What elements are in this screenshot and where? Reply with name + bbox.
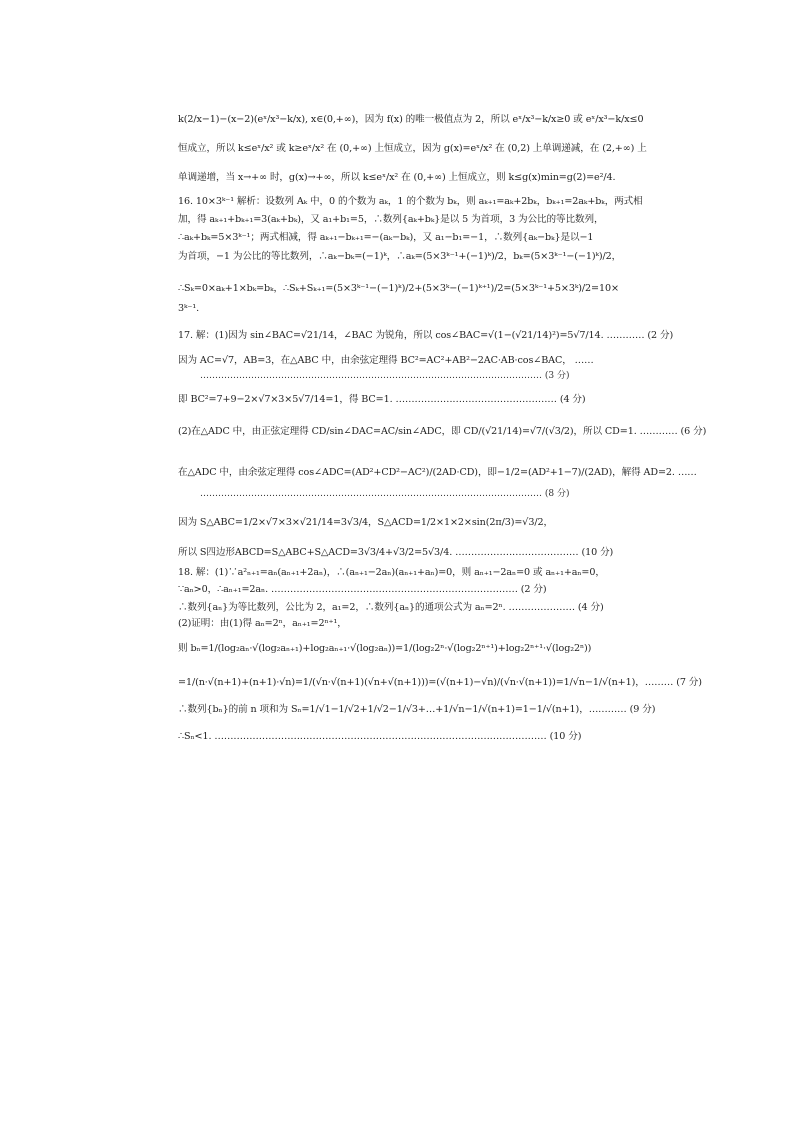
q17-score-line-1: …………………………………………………………………………………………………… (3 分) [200,371,570,381]
q17-solution-line-5: 在△ADC 中，由余弦定理得 cos∠ADC=(AD²+CD²−AC²)/(2AD·CD)，即−1/2=(AD²+1−7)/(2AD)，解得 AD=2. …… [178,467,697,478]
q18-solution-line-2: ∵aₙ>0，∴aₙ₊₁=2aₙ. …………………………………………………………………… (2 分) [178,584,547,595]
q16-solution-line-1: 16. 10×3ᵏ⁻¹ 解析：设数列 Aₖ 中，0 的个数为 aₖ，1 的个数为 bₖ，则 aₖ₊₁=aₖ+2bₖ，bₖ₊₁=2aₖ+bₖ，两式相 [178,196,643,207]
q18-solution-line-8: ∴Sₙ<1. …………………………………………………………………………………………… (10 分) [178,731,582,742]
q17-solution-line-7: 所以 S四边形ABCD=S△ABC+S△ACD=3√3/4+√3/2=5√3/4. ………………………………… (10 分) [178,547,614,558]
q16-solution-line-5: ∴Sₖ=0×aₖ+1×bₖ=bₖ，∴Sₖ+Sₖ₊₁=(5×3ᵏ⁻¹−(−1)ᵏ)/2+(5×3ᵏ−(−1)ᵏ⁺¹)/2=(5×3ᵏ⁻¹+5×3ᵏ)/2=10× [178,283,619,294]
q18-solution-line-7: ∴数列{bₙ}的前 n 项和为 Sₙ=1/√1−1/√2+1/√2−1/√3+…+1/√n−1/√(n+1)=1−1/√(n+1)，………… (9 分) [178,704,656,715]
q17-solution-line-1: 17. 解：(1)因为 sin∠BAC=√21/14，∠BAC 为锐角，所以 cos∠BAC=√(1−(√21/14)²)=5√7/14. ………… (2 分) [178,330,674,341]
q15-solution-line-1: k(2/x−1)−(x−2)(eˣ/x³−k/x), x∈(0,+∞)，因为 f(x) 的唯一极值点为 2，所以 eˣ/x³−k/x≥0 或 eˣ/x³−k/x≤0 [178,114,644,125]
q18-solution-line-1: 18. 解：(1)∵a²ₙ₊₁=aₙ(aₙ₊₁+2aₙ)，∴(aₙ₊₁−2aₙ)(aₙ₊₁+aₙ)=0，则 aₙ₊₁−2aₙ=0 或 aₙ₊₁+aₙ=0， [178,567,605,578]
q18-solution-line-4: (2)证明：由(1)得 aₙ=2ⁿ，aₙ₊₁=2ⁿ⁺¹， [178,618,347,629]
q18-solution-line-5: 则 bₙ=1/(log₂aₙ·√(log₂aₙ₊₁)+log₂aₙ₊₁·√(log₂aₙ))=1/(log₂2ⁿ·√(log₂2ⁿ⁺¹)+log₂2ⁿ⁺¹·√(log₂2ⁿ)) [178,643,592,654]
q17-solution-line-3: 即 BC²=7+9−2×√7×3×5√7/14=1，得 BC=1. …………………………………………… (4 分) [178,394,586,405]
q15-solution-line-2: 恒成立，所以 k≤eˣ/x² 或 k≥eˣ/x² 在 (0,+∞) 上恒成立，因为 g(x)=eˣ/x² 在 (0,2) 上单调递减，在 (2,+∞) 上 [178,143,647,154]
q16-solution-line-6: 3ᵏ⁻¹. [178,303,200,314]
q17-solution-line-4: (2)在△ADC 中，由正弦定理得 CD/sin∠DAC=AC/sin∠ADC，即 CD/(√21/14)=√7/(√3/2)，所以 CD=1. ………… (6 分) [178,426,707,437]
q17-score-line-2: …………………………………………………………………………………………………… (8 分) [200,489,570,499]
q18-solution-line-3: ∴数列{aₙ}为等比数列，公比为 2，a₁=2，∴数列{aₙ}的通项公式为 aₙ=2ⁿ. ………………… (4 分) [178,602,604,613]
q16-solution-line-4: 为首项，−1 为公比的等比数列，∴aₖ−bₖ=(−1)ᵏ，∴aₖ=(5×3ᵏ⁻¹+(−1)ᵏ)/2，bₖ=(5×3ᵏ⁻¹−(−1)ᵏ)/2， [178,251,622,262]
q15-solution-line-3: 单调递增，当 x→+∞ 时，g(x)→+∞，所以 k≤eˣ/x² 在 (0,+∞) 上恒成立，则 k≤g(x)min=g(2)=e²/4. [178,172,616,183]
q18-solution-line-6: =1/(n·√(n+1)+(n+1)·√n)=1/(√n·√(n+1)(√n+√(n+1)))=(√(n+1)−√n)/(√n·√(n+1))=1/√n−1/√(n+1)，……… (7 分) [178,677,702,688]
q17-solution-line-2: 因为 AC=√7，AB=3，在△ABC 中，由余弦定理得 BC²=AC²+AB²−2AC·AB·cos∠BAC， …… [178,355,594,366]
q17-solution-line-6: 因为 S△ABC=1/2×√7×3×√21/14=3√3/4，S△ACD=1/2×1×2×sin(2π/3)=√3/2， [178,517,553,528]
q16-solution-line-3: ∴aₖ+bₖ=5×3ᵏ⁻¹；两式相减，得 aₖ₊₁−bₖ₊₁=−(aₖ−bₖ)，又 a₁−b₁=−1，∴数列{aₖ−bₖ}是以−1 [178,232,594,243]
q16-solution-line-2: 加，得 aₖ₊₁+bₖ₊₁=3(aₖ+bₖ)，又 a₁+b₁=5，∴数列{aₖ+bₖ}是以 5 为首项，3 为公比的等比数列， [178,214,604,225]
